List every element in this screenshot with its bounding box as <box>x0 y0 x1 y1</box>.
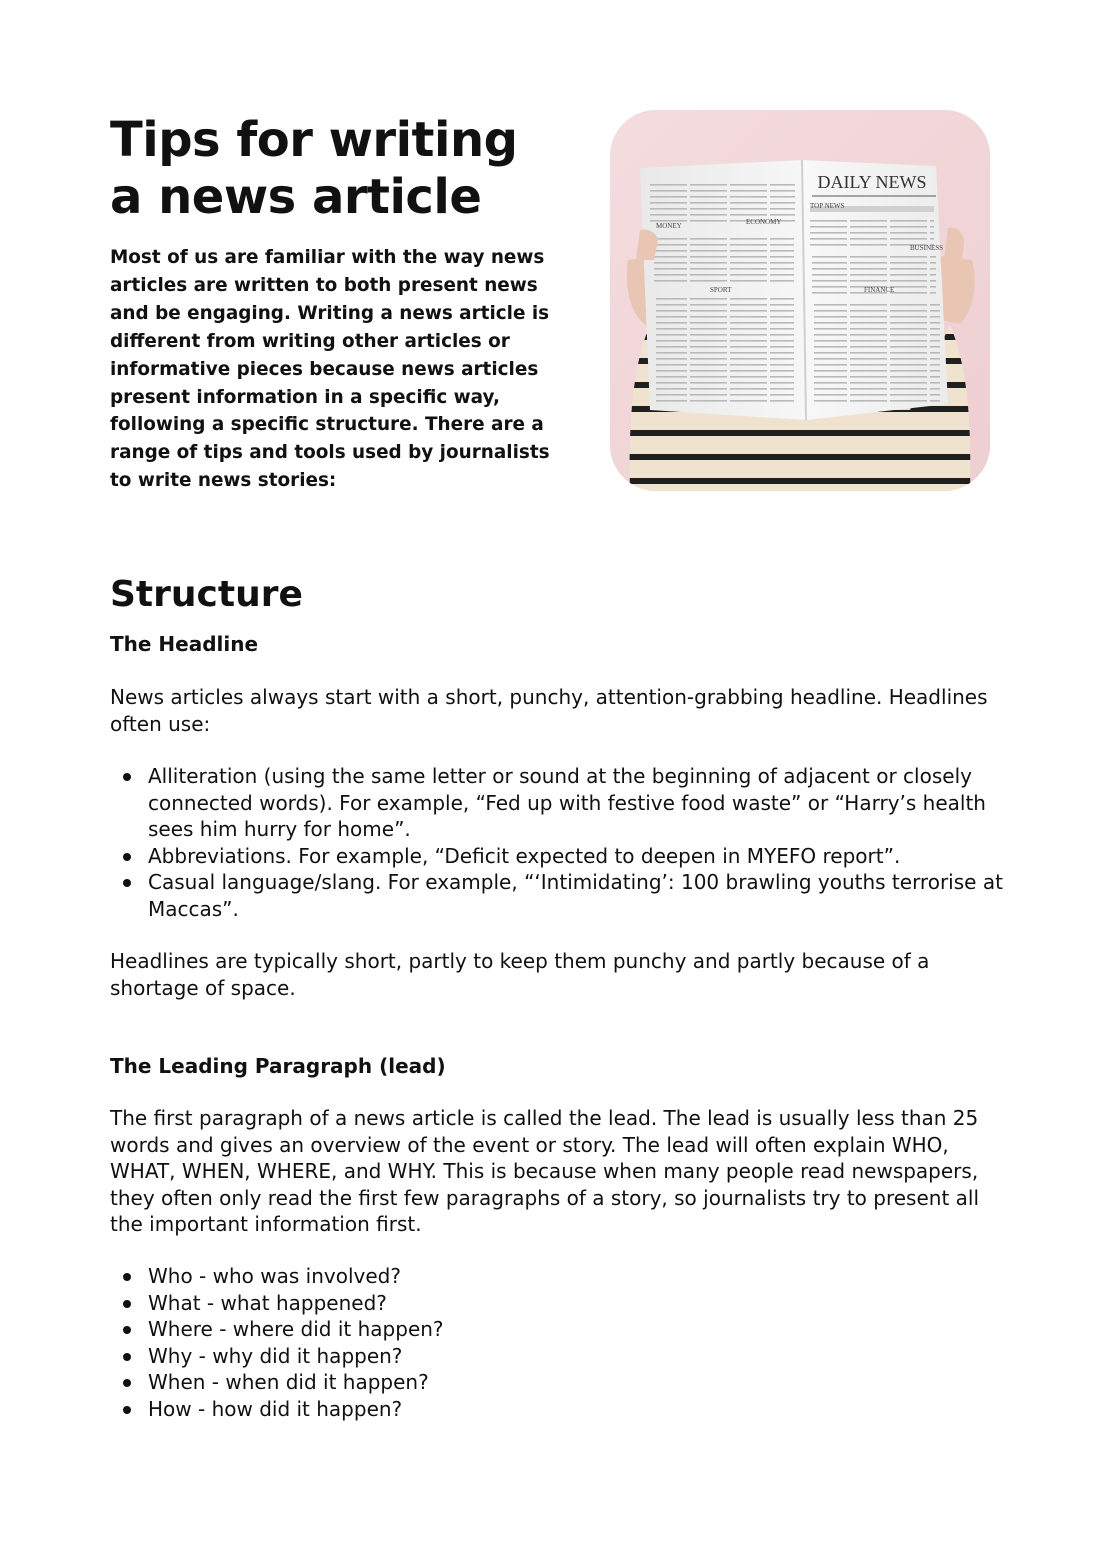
section-label: MONEY <box>656 222 682 230</box>
lead-paragraph: The first paragraph of a news article is called the lead. The lead is usually less than 25 words and gives an overview of the event or story. The lead will often explain WHO, WHAT, WHEN, WHERE, and WHY. This is because when many people read newspapers, they often only read the first few paragraphs of a story, so journalists try to present all the important information first. <box>110 1106 980 1236</box>
list-item: Abbreviations. For example, “Deficit expected to deepen in MYEFO report”. <box>110 843 1010 870</box>
list-item: Why - why did it happen? <box>110 1343 1010 1370</box>
page-title <box>110 112 517 226</box>
section-label: ECONOMY <box>746 218 782 226</box>
section-title-structure: Structure <box>110 574 303 615</box>
list-item: Who - who was involved? <box>110 1263 1010 1290</box>
section-label: TOP NEWS <box>810 202 845 210</box>
section-label: SPORT <box>710 286 732 294</box>
section-label: FINANCE <box>864 286 895 294</box>
section-label: BUSINESS <box>910 244 944 252</box>
subheading-headline: The Headline <box>110 632 259 656</box>
headline-closing: Headlines are typically short, partly to keep them punchy and partly because of a shortage of space. <box>110 949 930 1000</box>
list-item: Alliteration (using the same letter or sound at the beginning of adjacent or closely connected words). For example, “Fed up with festive food waste” or “Harry’s health sees him hurry for home”. <box>110 763 1010 843</box>
list-item: Casual language/slang. For example, “‘Intimidating’: 100 brawling youths terrorise at Maccas”. <box>110 869 1010 922</box>
headline-bullets <box>110 763 1010 922</box>
title-line-2: a news article <box>110 169 482 225</box>
headline-intro: News articles always start with a short, punchy, attention-grabbing headline. Headlines often use: <box>110 685 988 736</box>
list-item: Where - where did it happen? <box>110 1316 1010 1343</box>
list-item: When - when did it happen? <box>110 1369 1010 1396</box>
list-item: What - what happened? <box>110 1290 1010 1317</box>
lead-bullets <box>110 1263 1010 1422</box>
title-line-1: Tips for writing <box>110 112 518 168</box>
list-item: How - how did it happen? <box>110 1396 1010 1423</box>
newspaper-photo <box>610 110 990 491</box>
subheading-lead: The Leading Paragraph (lead) <box>110 1054 446 1078</box>
intro-paragraph: Most of us are familiar with the way news articles are written to both present news and be engaging. Writing a news article is different from writing other articles or informative pieces because news articles present information in a specific way, following a specific structure. There are a range of tips and tools used by journalists to write news stories: <box>110 247 550 492</box>
masthead-text: DAILY NEWS <box>817 172 927 192</box>
